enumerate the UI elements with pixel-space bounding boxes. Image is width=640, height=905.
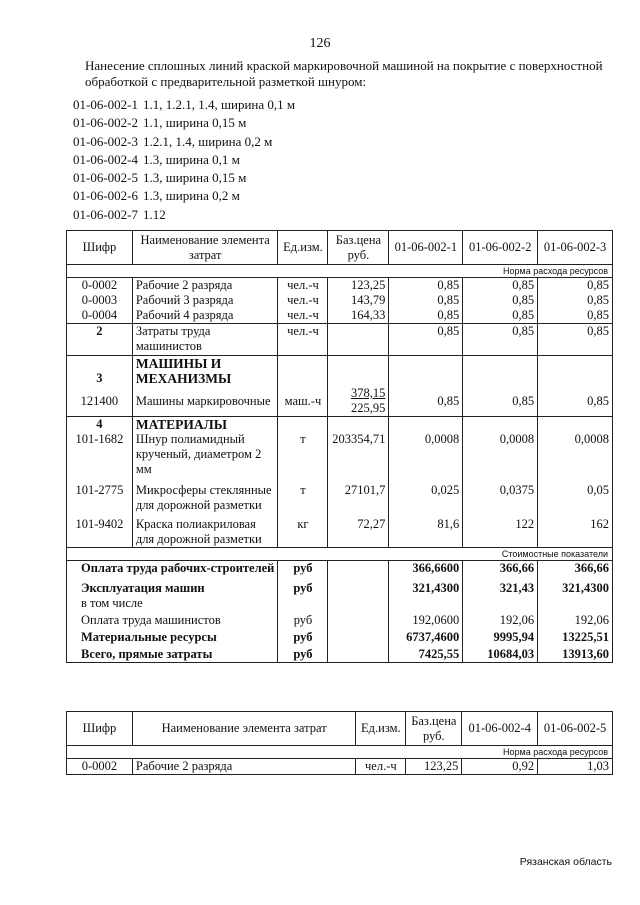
table-row: 101-9402 Краска полиакриловая для дорожной разметки кг 72,27 81,6 122 162 (67, 513, 613, 548)
code-item: 01-06-002-5 1.3, ширина 0,15 м (73, 170, 247, 186)
code-item: 01-06-002-1 1.1, 1.2.1, 1.4, ширина 0,1 м (73, 97, 296, 112)
region-footer: Рязанская область (519, 856, 612, 868)
table-header: Шифр Наименование элемента затрат Ед.изм. Баз.цена руб. 01-06-002-4 01-06-002-5 (67, 712, 613, 746)
norm-label-row: Норма расхода ресурсов (67, 746, 613, 759)
table-row: 0-0002 Рабочие 2 разряда чел.-ч 123,25 0,85 0,85 0,85 (67, 278, 613, 294)
table-row: 101-1682 Шнур полиамидный крученый, диаметром 2 мм т 203354,71 0,0008 0,0008 0,0008 (67, 432, 613, 477)
section-row-materials: 4 МАТЕРИАЛЫ (67, 417, 613, 433)
cost-row: Эксплуатация машин руб 321,4300 321,43 321,4300 (67, 576, 613, 596)
table-row: 101-2775 Микросферы стеклянные для дорожной разметки т 27101,7 0,025 0,0375 0,05 (67, 477, 613, 513)
cost-row: в том числе (67, 596, 613, 611)
norm-label-row: Норма расхода ресурсов (67, 265, 613, 278)
code-item: 01-06-002-6 1.3, ширина 0,2 м (73, 188, 240, 204)
code-item: 01-06-002-4 1.3, ширина 0,1 м (73, 151, 240, 167)
intro-text: Нанесение сплошных линий краской маркировочной машиной на покрытие с поверхностной обработкой с предварительной разметкой шнуром: (85, 58, 603, 89)
table-header: Шифр Наименование элемента затрат Ед.изм. Баз.цена руб. 01-06-002-1 01-06-002-2 01-06-002-3 (67, 231, 613, 265)
code-item: 01-06-002-7 1.12 (73, 206, 166, 222)
page-number: 126 (309, 36, 331, 51)
cost-row: Оплата труда машинистов руб 192,0600 192,06 192,06 (67, 611, 613, 628)
resource-table-2 (66, 711, 613, 775)
cost-label-row: Стоимостные показатели (67, 548, 613, 561)
code-list (68, 96, 295, 224)
table-row: 121400 Машины маркировочные маш.-ч 378,15 225,95 0,85 0,85 0,85 (67, 386, 613, 417)
table-row: 0-0003 Рабочий 3 разряда чел.-ч 143,79 0,85 0,85 0,85 (67, 293, 613, 308)
section-row-machines: 3 МАШИНЫ И МЕХАНИЗМЫ (67, 356, 613, 387)
table-row: 0-0002 Рабочие 2 разряда чел.-ч 123,25 0,92 1,03 (67, 759, 613, 775)
cost-row: Материальные ресурсы руб 6737,4600 9995,94 13225,51 (67, 628, 613, 645)
table-row: 0-0004 Рабочий 4 разряда чел.-ч 164,33 0,85 0,85 0,85 (67, 308, 613, 324)
cost-row: Оплата труда рабочих-строителей руб 366,6600 366,66 366,66 (67, 561, 613, 577)
resource-table-1 (66, 230, 613, 663)
table-row: 2 Затраты труда машинистов чел.-ч 0,85 0,85 0,85 (67, 324, 613, 356)
cost-row: Всего, прямые затраты руб 7425,55 10684,03 13913,60 (67, 645, 613, 663)
code-item: 01-06-002-2 1.1, ширина 0,15 м (73, 115, 247, 131)
code-item: 01-06-002-3 1.2.1, 1.4, ширина 0,2 м (73, 133, 273, 149)
